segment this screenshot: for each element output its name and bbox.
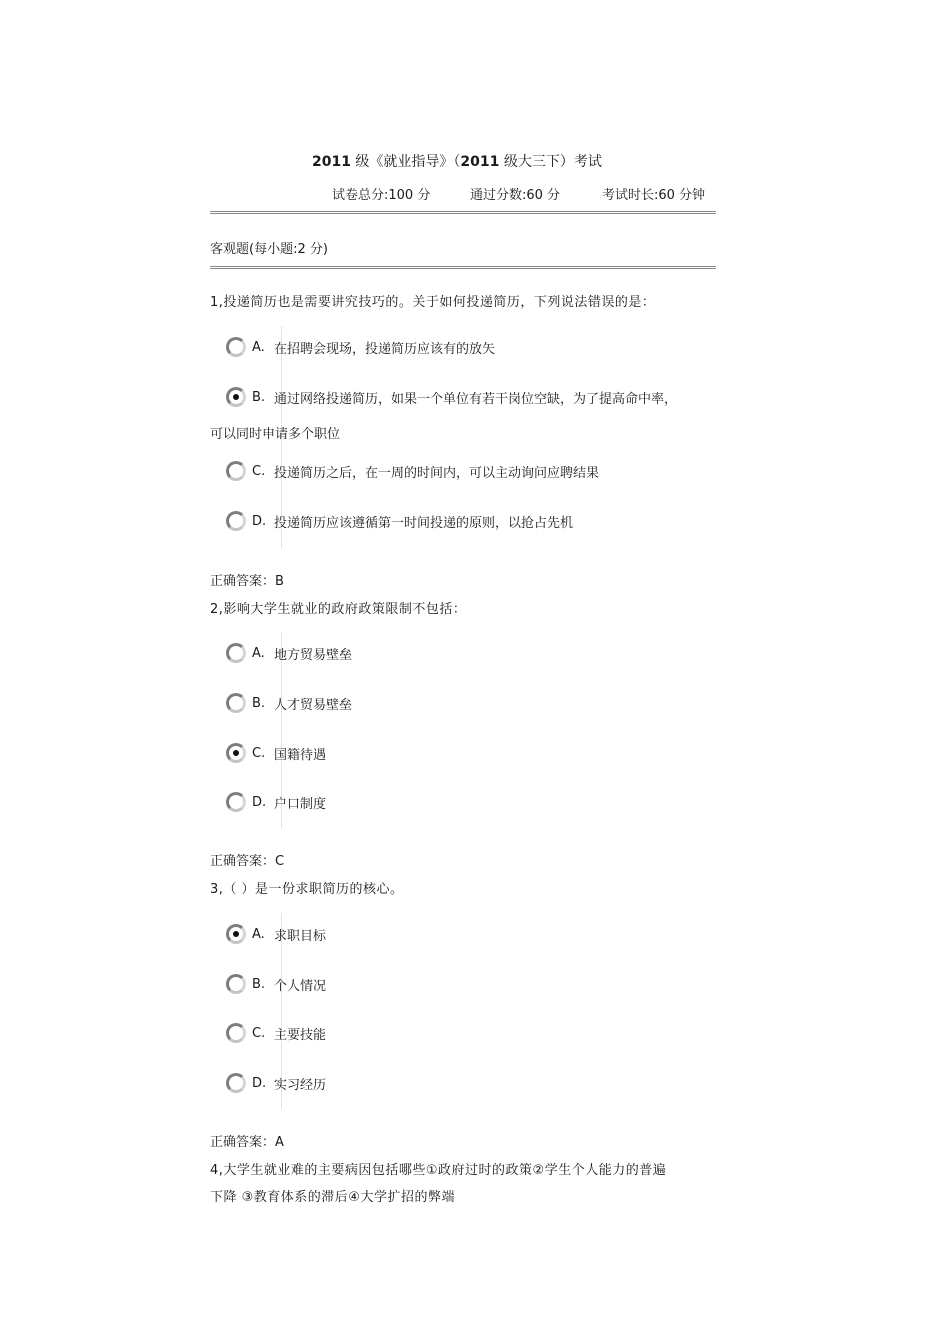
divider [210, 211, 716, 214]
q3-correct-answer: 正确答案：A [210, 1135, 284, 1150]
pass-score: 通过分数:60 分 [470, 188, 561, 203]
q1-correct-answer: 正确答案：B [210, 574, 284, 589]
radio-checked-icon[interactable] [226, 924, 246, 944]
radio-unchecked-icon[interactable] [226, 511, 246, 531]
q3-option-c[interactable]: C. 主要技能 [226, 1020, 326, 1046]
radio-unchecked-icon[interactable] [226, 1073, 246, 1093]
question-1-text: 1,投递简历也是需要讲究技巧的。关于如何投递简历，下列说法错误的是： [210, 295, 656, 310]
q2-option-b[interactable]: B. 人才贸易壁垒 [226, 690, 352, 716]
radio-unchecked-icon[interactable] [226, 337, 246, 357]
radio-checked-icon[interactable] [226, 743, 246, 763]
q3-option-b[interactable]: B. 个人情况 [226, 971, 326, 997]
question-4-text: 4,大学生就业难的主要病因包括哪些①政府过时的政策②学生个人能力的普遍 [210, 1163, 667, 1178]
q3-option-a[interactable]: A. 求职目标 [226, 921, 326, 947]
q3-option-d[interactable]: D. 实习经历 [226, 1070, 326, 1096]
question-4-text-continued: 下降 ③教育体系的滞后④大学扩招的弊端 [210, 1190, 455, 1205]
q2-correct-answer: 正确答案：C [210, 854, 285, 869]
total-score: 试卷总分:100 分 [332, 188, 431, 203]
question-3-text: 3,（ ）是一份求职简历的核心。 [210, 882, 404, 897]
radio-unchecked-icon[interactable] [226, 643, 246, 663]
q1-option-a[interactable]: A. 在招聘会现场，投递简历应该有的放矢 [226, 334, 495, 360]
radio-unchecked-icon[interactable] [226, 693, 246, 713]
q2-option-c[interactable]: C. 国籍待遇 [226, 740, 326, 766]
q2-option-a[interactable]: A. 地方贸易壁垒 [226, 640, 352, 666]
q1-option-c[interactable]: C. 投递简历之后，在一周的时间内，可以主动询问应聘结果 [226, 458, 599, 484]
section-title: 客观题(每小题:2 分) [210, 242, 328, 257]
radio-unchecked-icon[interactable] [226, 1023, 246, 1043]
exam-title: 2011 级《就业指导》（2011 级大三下）考试 [312, 154, 602, 170]
q1-option-b-continued: 可以同时申请多个职位 [210, 427, 341, 442]
exam-duration: 考试时长:60 分钟 [602, 188, 706, 203]
question-2-text: 2,影响大学生就业的政府政策限制不包括： [210, 602, 467, 617]
radio-unchecked-icon[interactable] [226, 974, 246, 994]
q1-option-b[interactable]: B. 通过网络投递简历，如果一个单位有若干岗位空缺，为了提高命中率， [226, 384, 677, 410]
q2-option-d[interactable]: D. 户口制度 [226, 789, 326, 815]
radio-unchecked-icon[interactable] [226, 792, 246, 812]
radio-checked-icon[interactable] [226, 387, 246, 407]
radio-unchecked-icon[interactable] [226, 461, 246, 481]
divider [210, 266, 716, 269]
q1-option-d[interactable]: D. 投递简历应该遵循第一时间投递的原则，以抢占先机 [226, 508, 573, 534]
